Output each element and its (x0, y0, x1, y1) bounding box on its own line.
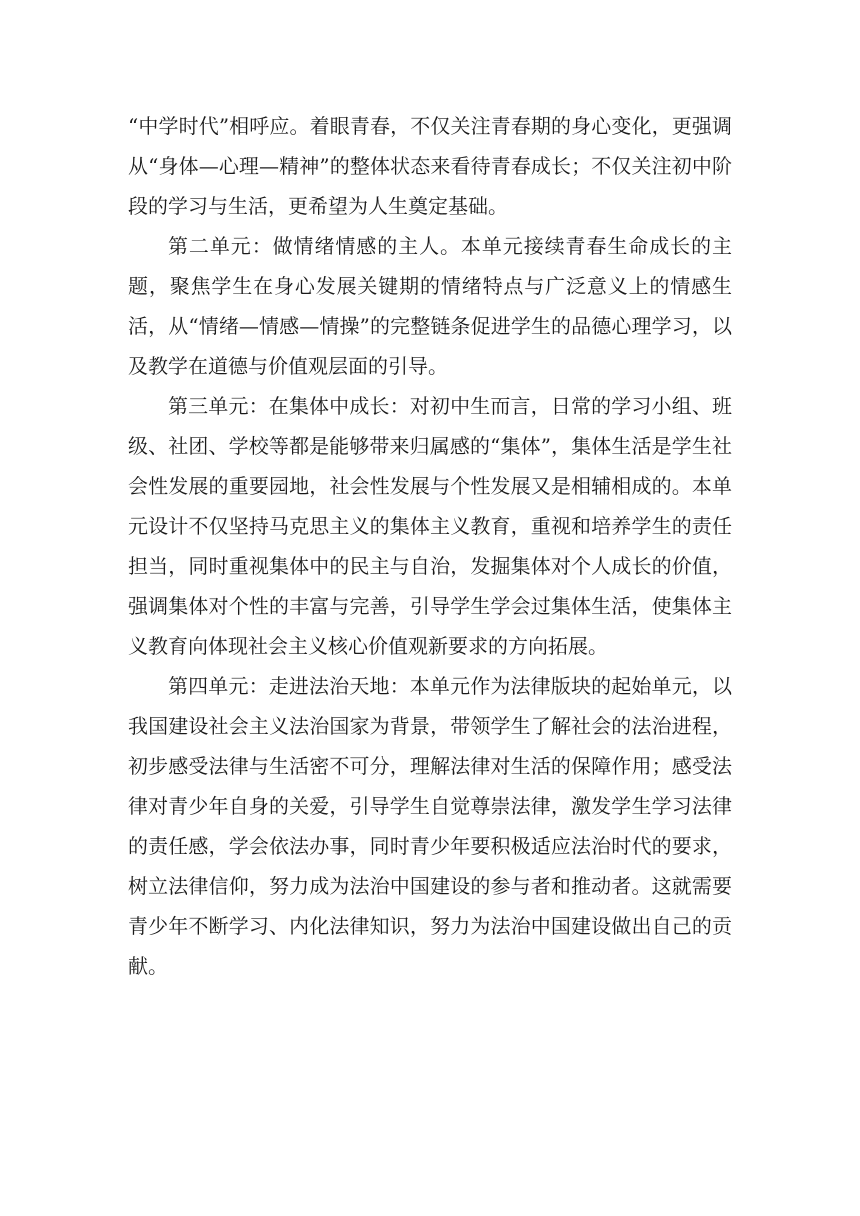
paragraph-unit-4: 第四单元：走进法治天地：本单元作为法律版块的起始单元，以我国建设社会主义法治国家为背景，带领学生了解社会的法治进程，初步感受法律与生活密不可分，理解法律对生活的保障作用；感受法律对青少年自身的关爱，引导学生自觉尊崇法律，激发学生学习法律的责任感，学会依法办事，同时青少年要积极适应法治时代的要求，树立法律信仰，努力成为法治中国建设的参与者和推动者。这就需要青少年不断学习、内化法律知识，努力为法治中国建设做出自己的贡献。 (128, 674, 732, 978)
paragraph-continuation: “中学时代”相呼应。着眼青春，不仅关注青春期的身心变化，更强调从“身体—心理—精神”的整体状态来看待青春成长；不仅关注初中阶段的学习与生活，更希望为人生奠定基础。 (128, 114, 732, 218)
paragraph-unit-3: 第三单元：在集体中成长：对初中生而言，日常的学习小组、班级、社团、学校等都是能够带来归属感的“集体”，集体生活是学生社会性发展的重要园地，社会性发展与个性发展又是相辅相成的。本单元设计不仅坚持马克思主义的集体主义教育，重视和培养学生的责任担当，同时重视集体中的民主与自治，发掘集体对个人成长的价值，强调集体对个性的丰富与完善，引导学生学会过集体生活，使集体主义教育向体现社会主义核心价值观新要求的方向拓展。 (128, 394, 732, 658)
paragraph-unit-2: 第二单元：做情绪情感的主人。本单元接续青春生命成长的主题，聚焦学生在身心发展关键期的情绪特点与广泛意义上的情感生活，从“情绪—情感—情操”的完整链条促进学生的品德心理学习，以及教学在道德与价值观层面的引导。 (128, 234, 732, 378)
document-body (128, 106, 732, 986)
